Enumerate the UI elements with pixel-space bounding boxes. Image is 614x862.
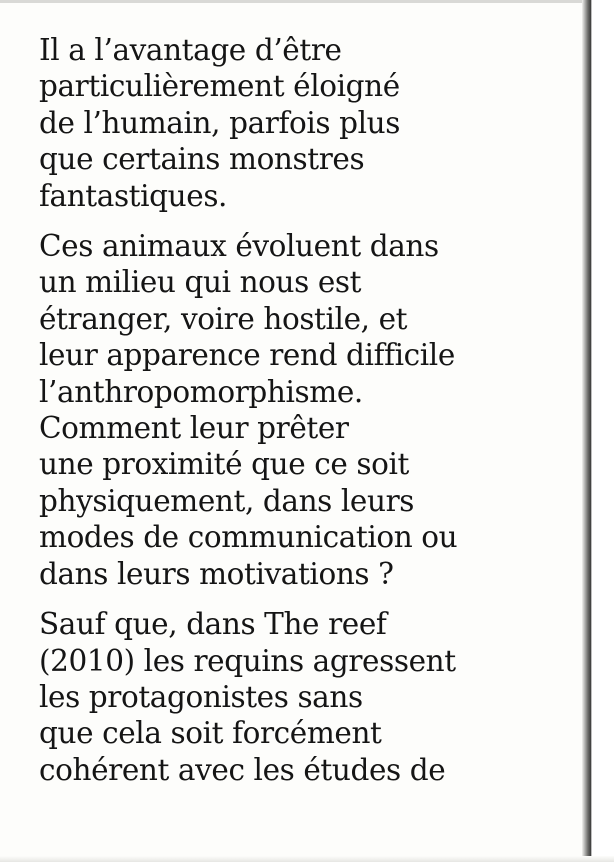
text-line: fantastiques. bbox=[39, 178, 228, 213]
text-line: que certains monstres bbox=[39, 142, 365, 177]
text-line: l’anthropomorphisme. bbox=[39, 374, 363, 409]
body-text bbox=[39, 32, 559, 802]
text-line: un milieu qui nous est bbox=[39, 265, 362, 300]
paragraph-2 bbox=[39, 228, 559, 592]
text-line: physiquement, dans leurs bbox=[39, 483, 415, 518]
text-line: dans leurs motivations ? bbox=[39, 556, 394, 591]
text-line: de l’humain, parfois plus bbox=[39, 105, 400, 140]
text-line: une proximité que ce soit bbox=[39, 447, 410, 482]
text-line: Ces animaux évoluent dans bbox=[39, 229, 439, 264]
text-line: Sauf que, dans The reef bbox=[39, 607, 387, 642]
text-line: Il a l’avantage d’être bbox=[39, 33, 342, 67]
text-line: (2010) les requins agressent bbox=[39, 643, 456, 678]
page-top-edge bbox=[0, 0, 614, 3]
text-line: les protagonistes sans bbox=[39, 679, 363, 714]
text-line: particulièrement éloigné bbox=[39, 69, 400, 104]
page-bottom-edge bbox=[0, 856, 614, 862]
text-line: que cela soit forcément bbox=[39, 716, 382, 751]
paragraph-3 bbox=[39, 606, 559, 788]
page-right-margin bbox=[591, 0, 614, 862]
text-line: cohérent avec les études de bbox=[39, 752, 446, 787]
paragraph-1 bbox=[39, 32, 559, 214]
text-line: étranger, voire hostile, et bbox=[39, 301, 408, 336]
text-line: modes de communication ou bbox=[39, 520, 458, 555]
text-line: leur apparence rend difficile bbox=[39, 338, 455, 373]
text-line: Comment leur prêter bbox=[39, 411, 349, 446]
